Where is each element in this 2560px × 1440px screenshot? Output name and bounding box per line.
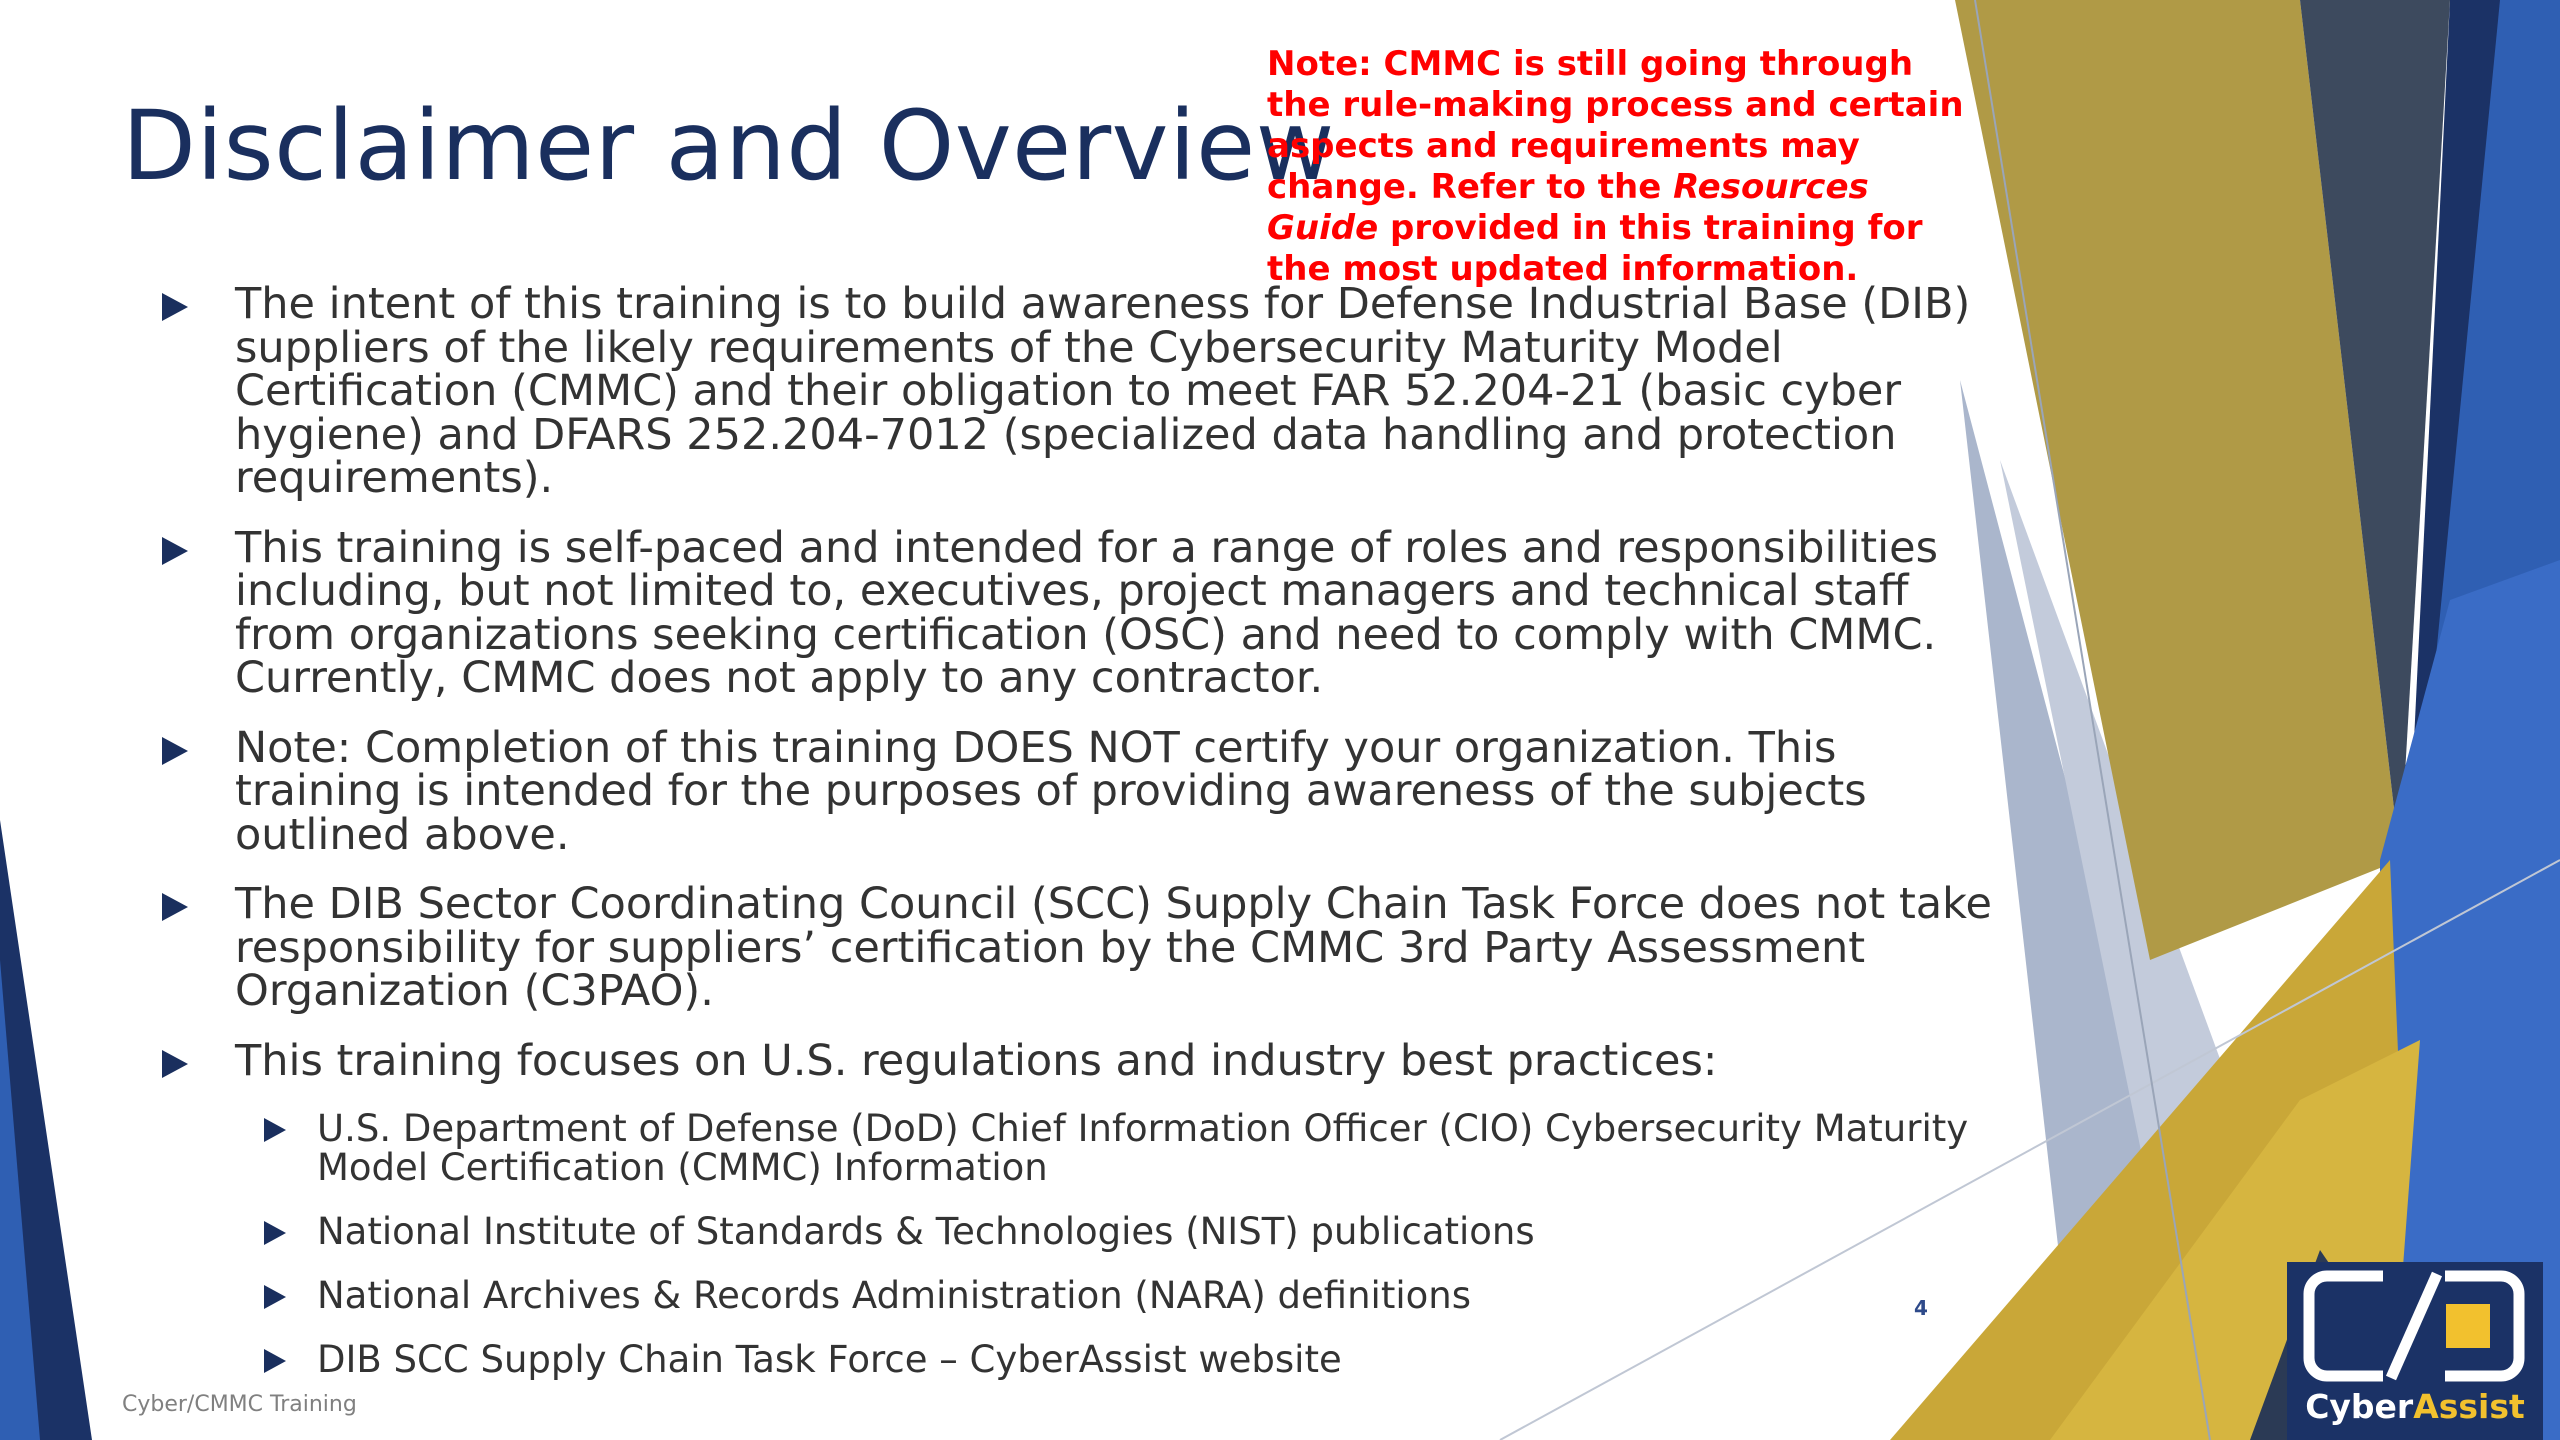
bullet-text: The intent of this training is to build awareness for Defense Industrial Base (DIB) suppliers of the likely requirements of the Cybersecurity Maturity Model Certification (CMMC) and their obligation to meet FAR 52.204-21 (basic cyber hygiene) and DFARS 252.204-7012 (specialized data handling and protection requirements).: [235, 279, 1971, 503]
sub-bullet-arrow-icon: [264, 1221, 286, 1245]
sub-bullet-text: U.S. Department of Defense (DoD) Chief Information Officer (CIO) Cybersecurity Maturity Model Certification (CMMC) Information: [317, 1107, 1969, 1189]
logo-text-cyber: Cyber: [2305, 1387, 2414, 1426]
bullet-text: This training focuses on U.S. regulations and industry best practices:: [235, 1035, 1718, 1086]
sub-bullet-item: [162, 1340, 1992, 1379]
sub-bullet-item: [162, 1276, 1992, 1315]
disclaimer-note: [1267, 44, 1987, 290]
note-text-2: provided in this training for the most updated information.: [1267, 208, 1923, 289]
bullet-arrow-icon: [162, 1050, 188, 1078]
slide-page-number: 4: [1914, 1296, 1928, 1320]
bullet-arrow-icon: [162, 737, 188, 765]
slide-title: Disclaimer and Overview: [122, 90, 1335, 202]
logo-text-assist: Assist: [2413, 1387, 2525, 1426]
cyberassist-logo: [2287, 1262, 2543, 1440]
note-text-1: Note: CMMC is still going through the rule-making process and certain aspects and requirements may change. Refer to the: [1267, 44, 1964, 207]
bullet-item: [162, 1035, 1992, 1086]
bullet-item: [162, 522, 1992, 703]
sub-bullet-list: [162, 1109, 1992, 1379]
bullet-list: [162, 279, 1992, 1404]
bullet-arrow-icon: [162, 537, 188, 565]
bullet-arrow-icon: [162, 893, 188, 921]
sub-bullet-text: National Archives & Records Administration (NARA) definitions: [317, 1274, 1471, 1317]
bullet-item: [162, 722, 1992, 860]
cyberassist-logo-icon: [2287, 1262, 2543, 1387]
bullet-item: [162, 279, 1992, 503]
note-resources-guide: Resources Guide: [1267, 167, 1869, 248]
bullet-text: Note: Completion of this training DOES NOT certify your organization. This training is intended for the purposes of providing awareness of the subjects outlined above.: [235, 722, 1867, 860]
sub-bullet-arrow-icon: [264, 1349, 286, 1373]
bullet-text: The DIB Sector Coordinating Council (SCC) Supply Chain Task Force does not take responsibility for suppliers’ certification by the CMMC 3rd Party Assessment Organization (C3PAO).: [235, 879, 1992, 1016]
sub-bullet-item: [162, 1212, 1992, 1251]
sub-bullet-arrow-icon: [264, 1118, 286, 1142]
sub-bullet-text: National Institute of Standards & Technologies (NIST) publications: [317, 1210, 1535, 1253]
slide-footer: Cyber/CMMC Training: [122, 1392, 357, 1417]
bullet-arrow-icon: [162, 293, 188, 321]
sub-bullet-arrow-icon: [264, 1285, 286, 1309]
sub-bullet-text: DIB SCC Supply Chain Task Force – CyberAssist website: [317, 1338, 1342, 1381]
sub-bullet-item: [162, 1109, 1992, 1187]
bullet-text: This training is self-paced and intended for a range of roles and responsibilities including, but not limited to, executives, project managers and technical staff from organizations seeking certification (OSC) and need to comply with CMMC. Currently, CMMC does not apply to any contractor.: [235, 522, 1938, 703]
bullet-item: [162, 879, 1992, 1016]
cyberassist-logo-text: [2287, 1387, 2543, 1426]
